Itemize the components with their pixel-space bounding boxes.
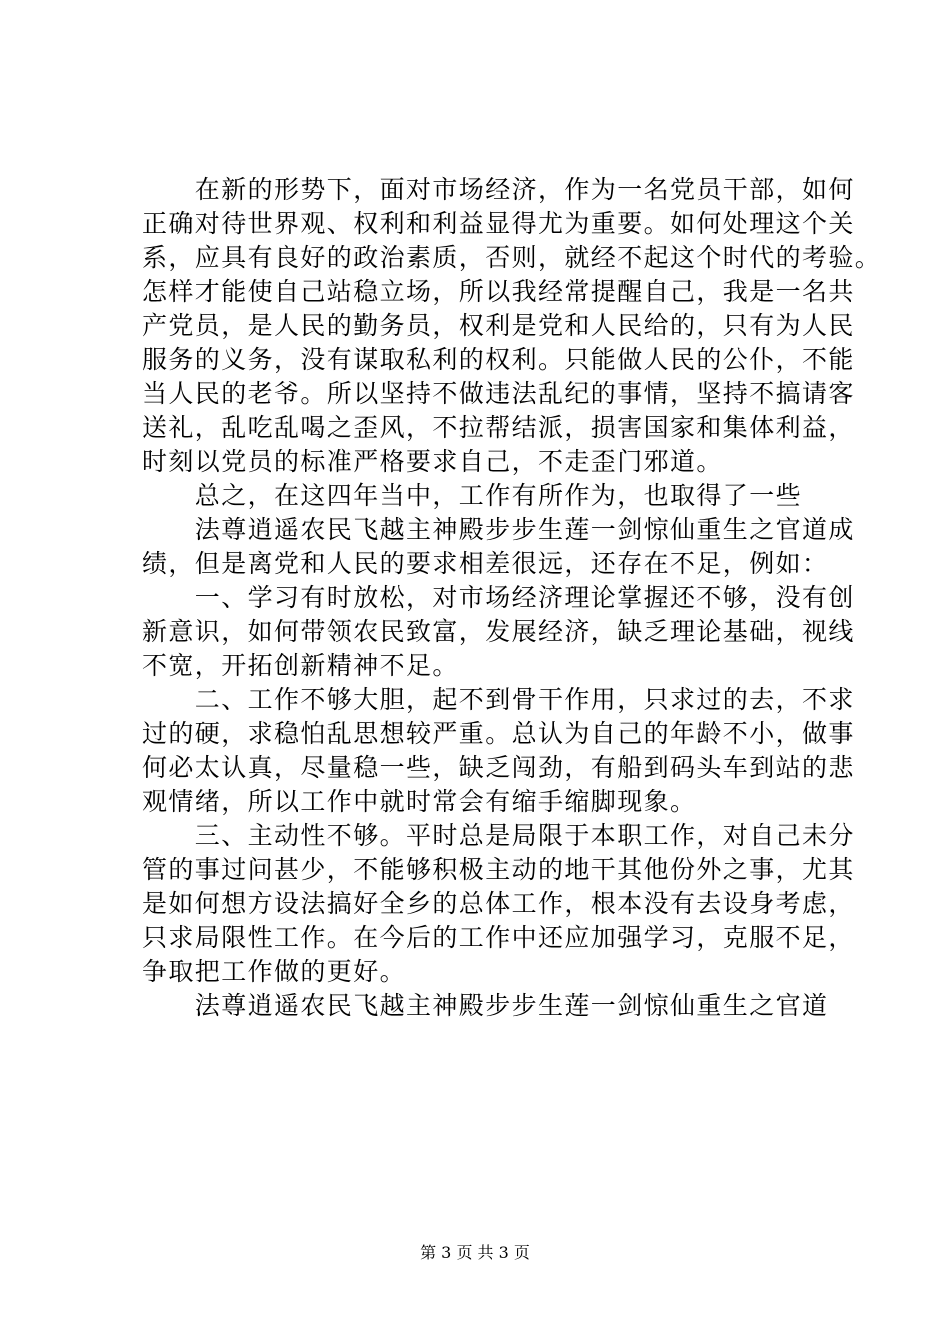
page-number-footer: 第 3 页 共 3 页 xyxy=(420,1243,530,1262)
body-text-line: 总之，在这四年当中，工作有所作为，也取得了一些 xyxy=(142,481,803,510)
body-text-line: 送礼，乱吃乱喝之歪风，不拉帮结派，损害国家和集体利益， xyxy=(142,413,855,442)
body-text-line: 是如何想方设法搞好全乡的总体工作，根本没有去设身考虑， xyxy=(142,889,855,918)
body-text-line: 管的事过问甚少，不能够积极主动的地干其他份外之事，尤其 xyxy=(142,855,855,884)
body-text-line: 过的硬，求稳怕乱思想较严重。总认为自己的年龄不小，做事 xyxy=(142,719,855,748)
body-text-line: 时刻以党员的标准严格要求自己，不走歪门邪道。 xyxy=(142,447,723,476)
body-text-line: 只求局限性工作。在今后的工作中还应加强学习，克服不足， xyxy=(142,923,855,952)
body-text-line: 新意识，如何带领农民致富，发展经济，缺乏理论基础，视线 xyxy=(142,617,855,646)
body-text-line: 服务的义务，没有谋取私利的权利。只能做人民的公仆，不能 xyxy=(142,345,855,374)
body-text-line: 三、主动性不够。平时总是局限于本职工作，对自己未分 xyxy=(142,821,855,850)
body-text-line: 争取把工作做的更好。 xyxy=(142,957,407,986)
body-text-line: 怎样才能使自己站稳立场，所以我经常提醒自己，我是一名共 xyxy=(142,277,855,306)
body-text-line: 产党员，是人民的勤务员，权利是党和人民给的，只有为人民 xyxy=(142,311,855,340)
body-text-line: 正确对待世界观、权利和利益显得尤为重要。如何处理这个关 xyxy=(142,209,855,238)
body-text-line: 在新的形势下，面对市场经济，作为一名党员干部，如何 xyxy=(142,175,855,204)
body-text-line: 一、学习有时放松，对市场经济理论掌握还不够，没有创 xyxy=(142,583,855,612)
body-text-line: 二、工作不够大胆，起不到骨干作用，只求过的去，不求 xyxy=(142,685,855,714)
body-text-line: 绩，但是离党和人民的要求相差很远，还存在不足，例如： xyxy=(142,549,829,578)
body-text-line: 不宽，开拓创新精神不足。 xyxy=(142,651,459,680)
body-text-line: 观情绪，所以工作中就时常会有缩手缩脚现象。 xyxy=(142,787,697,816)
body-text-line: 当人民的老爷。所以坚持不做违法乱纪的事情，坚持不搞请客 xyxy=(142,379,855,408)
body-text-line: 法尊逍遥农民飞越主神殿步步生莲一剑惊仙重生之官道 xyxy=(142,991,829,1020)
body-text-line: 法尊逍遥农民飞越主神殿步步生莲一剑惊仙重生之官道成 xyxy=(142,515,855,544)
body-text-line: 系，应具有良好的政治素质，否则，就经不起这个时代的考验。 xyxy=(142,243,882,272)
body-text-line: 何必太认真，尽量稳一些，缺乏闯劲，有船到码头车到站的悲 xyxy=(142,753,855,782)
